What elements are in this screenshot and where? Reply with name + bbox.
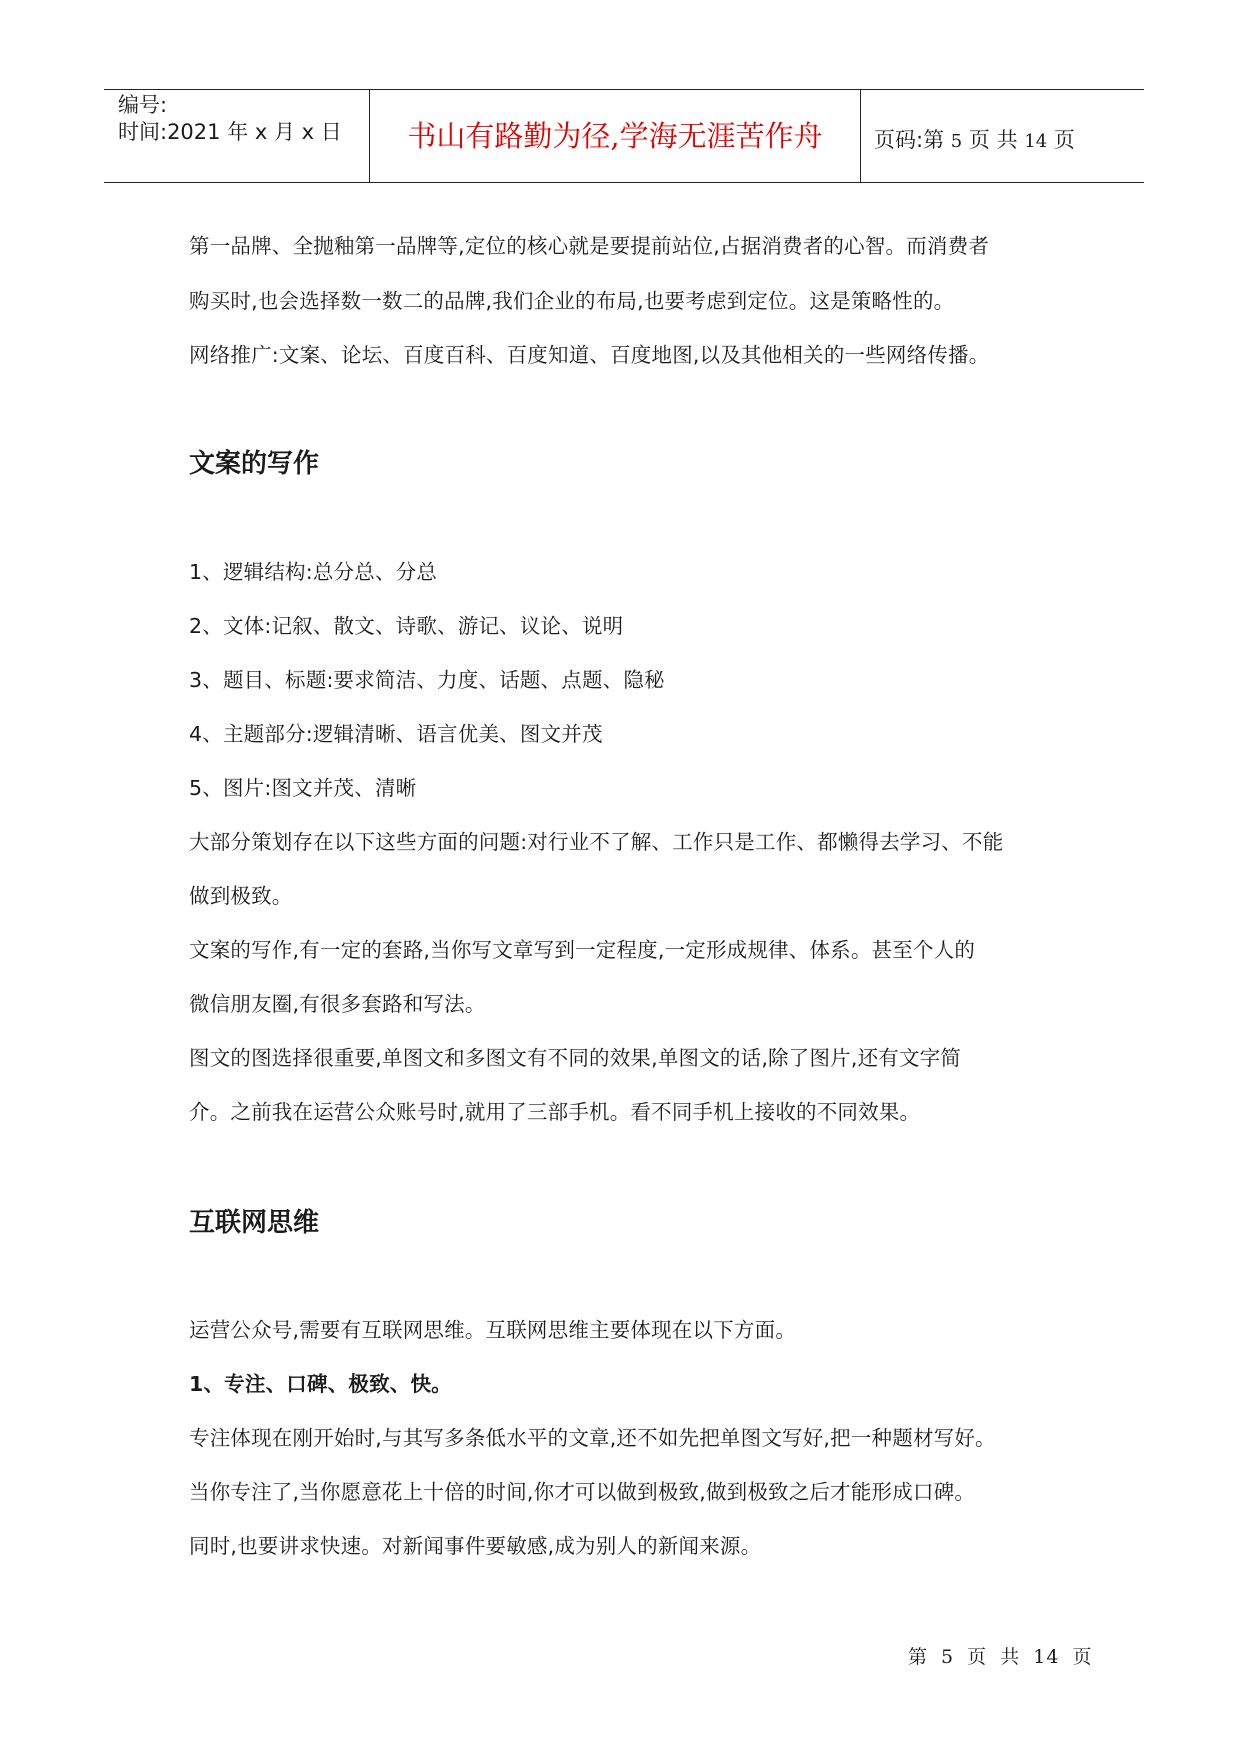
- paragraph-line: 同时,也要讲求快速。对新闻事件要敏感,成为别人的新闻来源。: [189, 1534, 762, 1558]
- section-heading: 文案的写作: [189, 449, 320, 479]
- paragraph-line: 图文的图选择很重要,单图文和多图文有不同的效果,单图文的话,除了图片,还有文字简: [189, 1046, 962, 1070]
- header-bottom-rule: [104, 182, 1144, 183]
- paragraph-line: 购买时,也会选择数一数二的品牌,我们企业的布局,也要考虑到定位。这是策略性的。: [189, 289, 955, 313]
- header-top-rule: [104, 89, 1144, 90]
- page-total: 14: [1024, 131, 1048, 152]
- list-item: 5、图片:图文并茂、清晰: [189, 776, 417, 800]
- page-label-suffix: 页: [1053, 128, 1075, 152]
- page-label-prefix: 页码:第: [874, 128, 945, 152]
- page-label-mid: 页 共: [968, 128, 1018, 152]
- paragraph-line: 做到极致。: [189, 884, 293, 908]
- paragraph-line: 第一品牌、全抛釉第一品牌等,定位的核心就是要提前站位,占据消费者的心智。而消费者: [189, 234, 990, 258]
- time-label: 时间:2021 年 x 月 x 日: [118, 120, 342, 144]
- subheading: 1、专注、口碑、极致、快。: [189, 1372, 452, 1396]
- header-motto: 书山有路勤为径,学海无涯苦作舟: [407, 119, 823, 153]
- number-label: 编号:: [118, 93, 168, 117]
- paragraph-line: 专注体现在刚开始时,与其写多条低水平的文章,还不如先把单图文写好,把一种题材写好。: [189, 1426, 996, 1450]
- paragraph-line: 文案的写作,有一定的套路,当你写文章写到一定程度,一定形成规律、体系。甚至个人的: [189, 938, 976, 962]
- page-footer: 第 5 页 共 14 页: [908, 1646, 1093, 1668]
- list-item: 1、逻辑结构:总分总、分总: [189, 560, 438, 584]
- section-heading: 互联网思维: [189, 1208, 320, 1238]
- paragraph-line: 介。之前我在运营公众账号时,就用了三部手机。看不同手机上接收的不同效果。: [189, 1100, 921, 1124]
- list-item: 4、主题部分:逻辑清晰、语言优美、图文并茂: [189, 722, 603, 746]
- header-page-number: [874, 124, 1075, 154]
- header-meta: [118, 92, 342, 146]
- paragraph-line: 网络推广:文案、论坛、百度百科、百度知道、百度地图,以及其他相关的一些网络传播。: [189, 343, 990, 367]
- list-item: 2、文体:记叙、散文、诗歌、游记、议论、说明: [189, 614, 624, 638]
- list-item: 3、题目、标题:要求简洁、力度、话题、点题、隐秘: [189, 668, 665, 692]
- paragraph-line: 运营公众号,需要有互联网思维。互联网思维主要体现在以下方面。: [189, 1318, 797, 1342]
- paragraph-line: 微信朋友圈,有很多套路和写法。: [189, 992, 486, 1016]
- header-divider-right: [860, 89, 861, 182]
- paragraph-line: 大部分策划存在以下这些方面的问题:对行业不了解、工作只是工作、都懒得去学习、不能: [189, 830, 1004, 854]
- paragraph-line: 当你专注了,当你愿意花上十倍的时间,你才可以做到极致,做到极致之后才能形成口碑。: [189, 1480, 976, 1504]
- page-current: 5: [950, 131, 963, 152]
